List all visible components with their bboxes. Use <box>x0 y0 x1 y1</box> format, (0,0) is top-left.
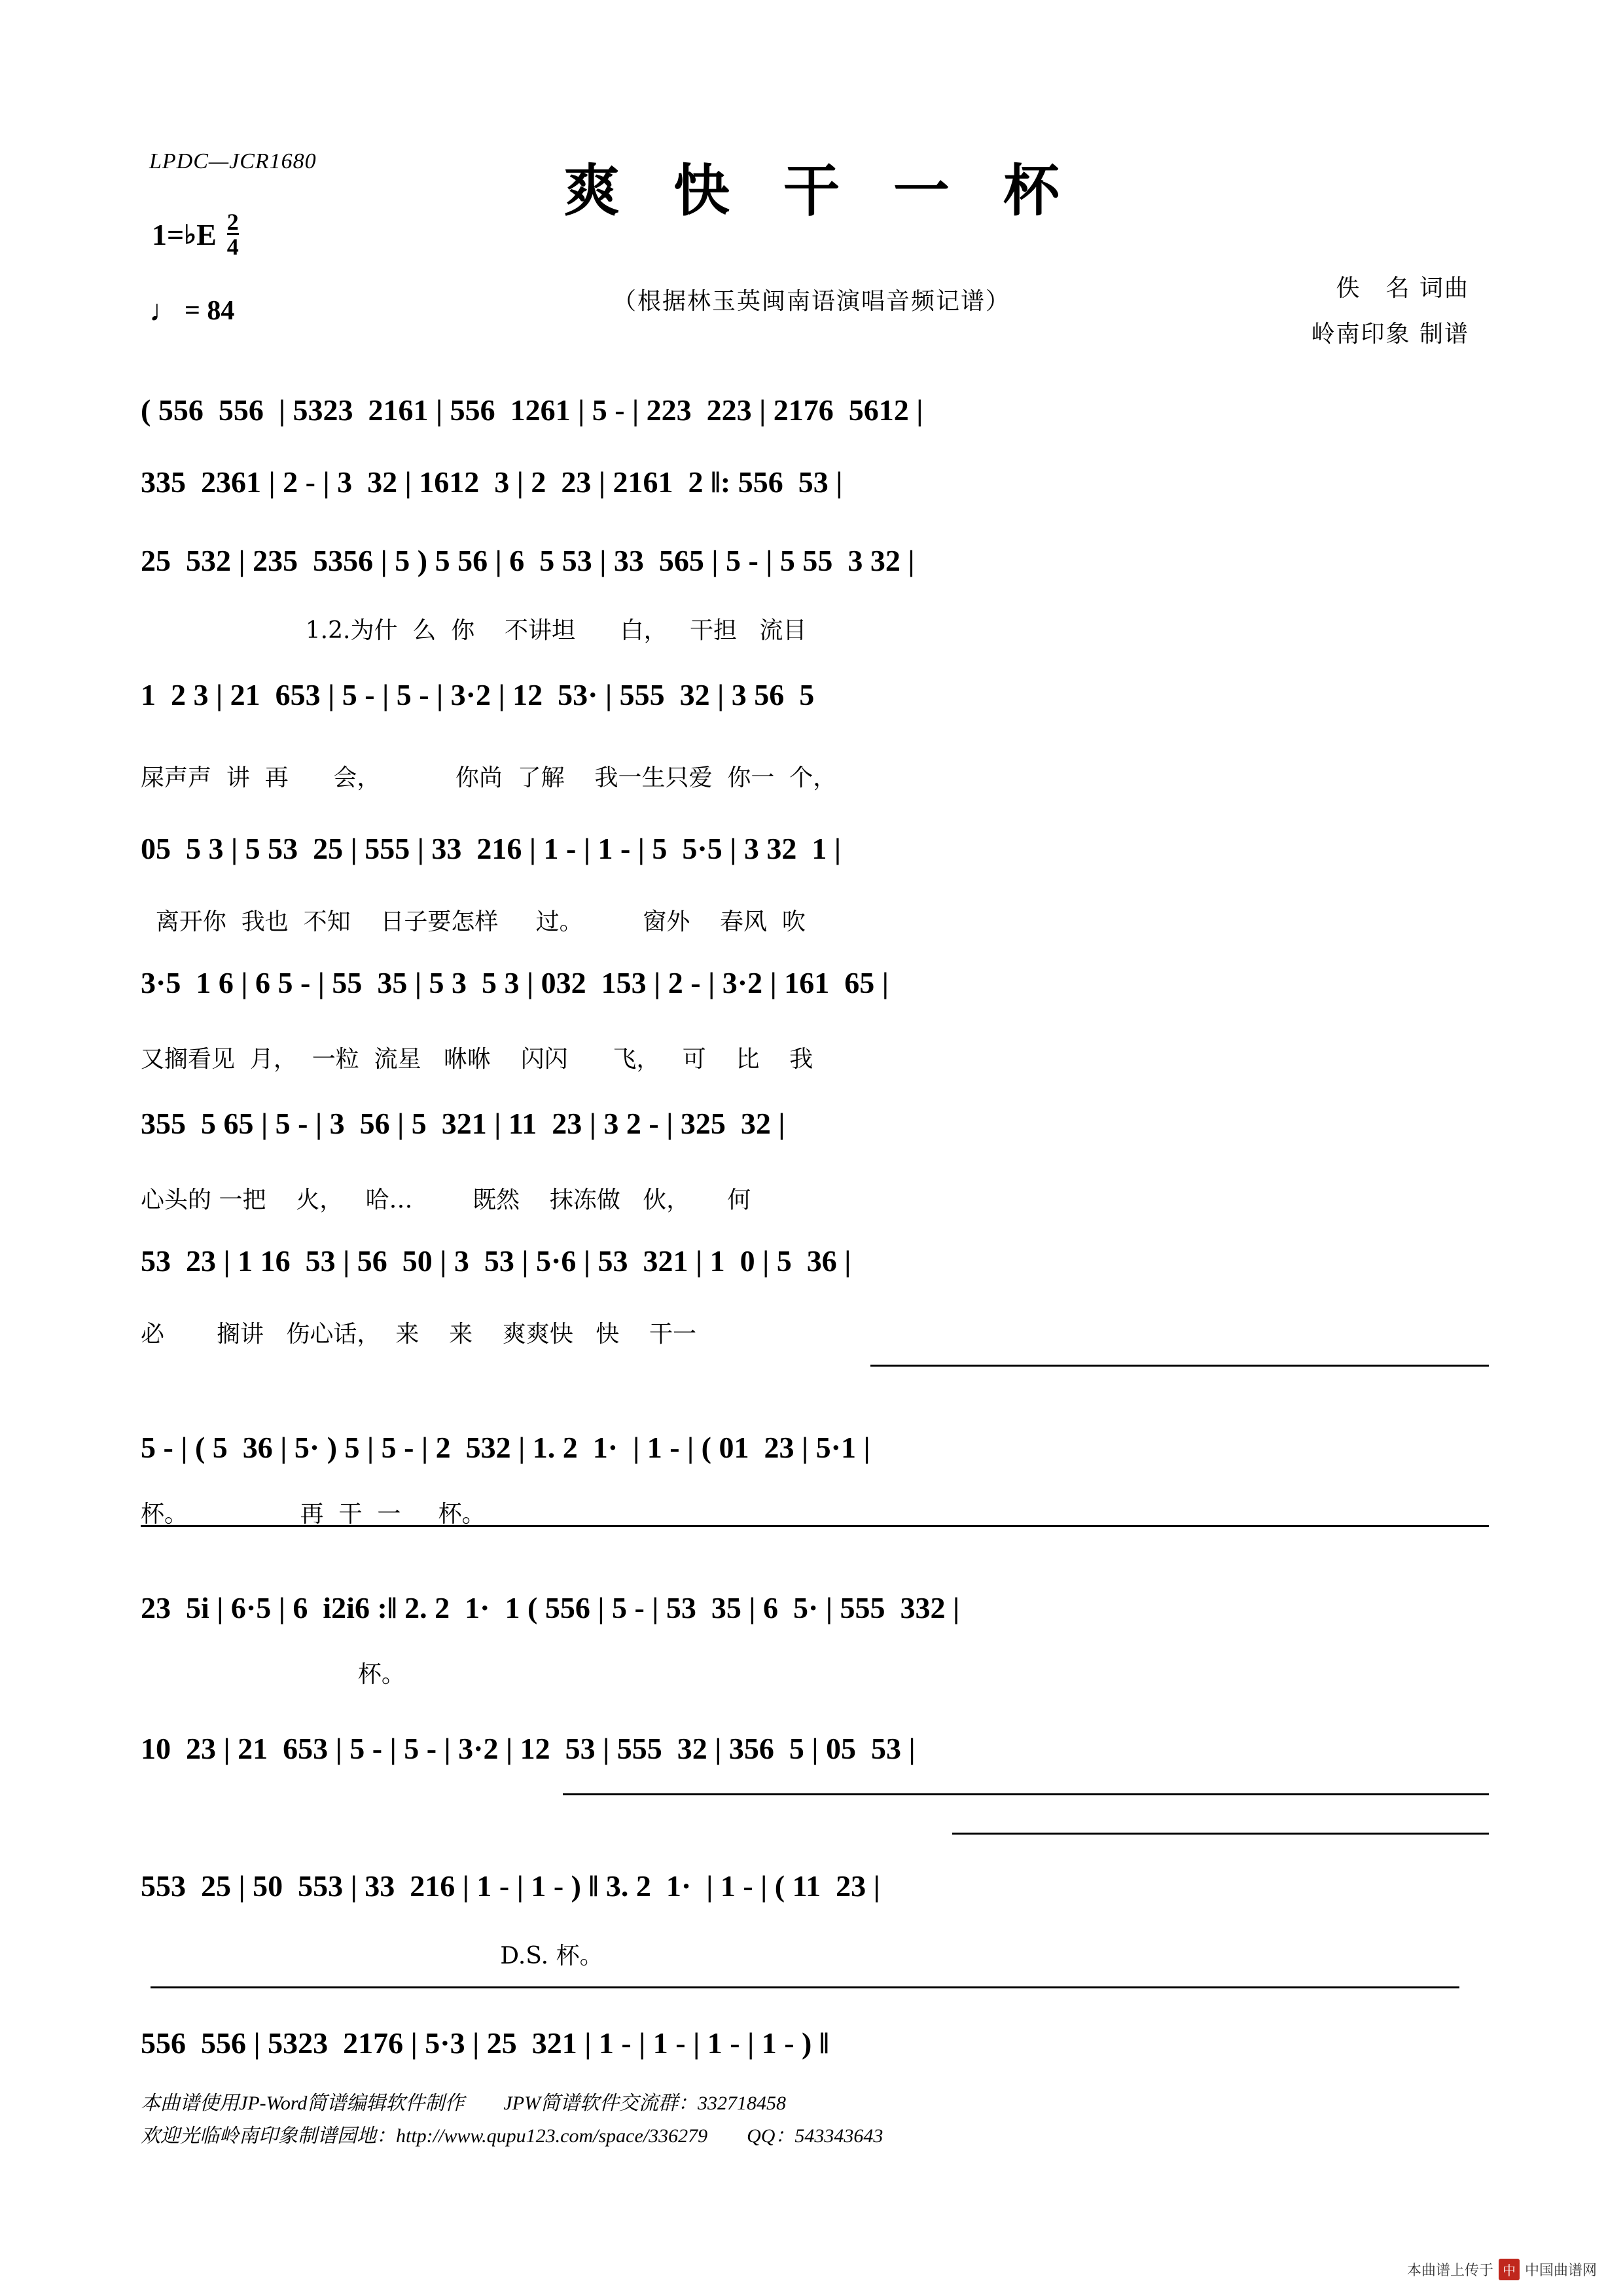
music-line: 556 556 | 5323 2176 | 5·3 | 25 321 | 1 - | 1 - | 1 - | 1 - ) ‖ <box>141 2026 829 2060</box>
catalog-number: LPDC—JCR1680 <box>149 149 317 173</box>
subtitle: （根据林玉英闽南语演唱音频记谱） <box>612 288 1010 315</box>
lyric-line: 1.2.为什 么 你 不讲坦 白， 干担 流目 <box>141 617 807 644</box>
second-ending-rule <box>563 1793 1489 1795</box>
music-line: 10 23 | 21 653 | 5 - | 5 - | 3·2 | 12 53 | 555 32 | 356 5 | 05 53 | <box>141 1732 916 1765</box>
key-letter: E <box>196 217 217 251</box>
music-line: 05 5 3 | 5 53 25 | 555 | 33 216 | 1 - | 1 - | 5 5·5 | 3 32 1 | <box>141 832 842 865</box>
watermark-site: 中国曲谱网 <box>1524 2263 1597 2279</box>
lyric-line: D.S. 杯。 <box>141 1943 603 1969</box>
music-line: 3·5 1 6 | 6 5 - | 55 35 | 5 3 5 3 | 032 153 | 2 - | 3·2 | 161 65 | <box>141 966 889 999</box>
credit-lyricist-composer: 佚 名 词曲 <box>1336 275 1469 302</box>
key-label: 1= <box>152 217 185 251</box>
footer-line-2: 欢迎光临岭南印象制谱园地：http://www.qupu123.com/space/336279 QQ：543343643 <box>141 2125 883 2147</box>
lyric-line: 心头的 一把 火， 哈… 既然 抹冻做 伙， 何 <box>141 1187 751 1213</box>
time-signature <box>227 211 239 258</box>
watermark <box>1407 2259 1597 2280</box>
music-line: ( 556 556 | 5323 2161 | 556 1261 | 5 - | 223 223 | 2176 5612 | <box>141 393 923 427</box>
tempo-value: = 84 <box>185 295 235 326</box>
credit-arranger: 岭南印象 制谱 <box>1311 321 1469 348</box>
lyric-line: 离开你 我也 不知 日子要怎样 过。 窗外 春风 吹 <box>141 908 806 935</box>
lyric-line: 屎声声 讲 再 会， 你尚 了解 我一生只爱 你一 个， <box>141 764 837 791</box>
footer-line-1: 本曲谱使用JP-Word简谱编辑软件制作 JPW简谱软件交流群：332718458 <box>141 2092 787 2114</box>
third-ending-rule <box>952 1833 1489 1835</box>
lyric-line: 必 搁讲 伤心话， 来 来 爽爽快 快 干一 <box>141 1321 696 1348</box>
music-line: 335 2361 | 2 - | 3 32 | 1612 3 | 2 23 | 2161 2 ‖: 556 53 | <box>141 465 843 499</box>
ending-divider-rule <box>141 1525 1489 1527</box>
lyric-line: 杯。 <box>141 1661 405 1688</box>
music-line: 1 2 3 | 21 653 | 5 - | 5 - | 3·2 | 12 53· | 555 32 | 3 56 5 <box>141 678 815 711</box>
music-line: 23 5i | 6·5 | 6 i2i6 :‖ 2. 2 1· 1 ( 556 | 5 - | 53 35 | 6 5· | 555 332 | <box>141 1591 960 1624</box>
lyric-line: 又搁看见 月， 一粒 流星 咻咻 闪闪 飞， 可 比 我 <box>141 1046 813 1073</box>
quarter-note-icon: ♩ <box>149 294 179 327</box>
page-title: 爽 快 干 一 杯 <box>563 158 1077 224</box>
tempo-marking <box>149 293 234 328</box>
watermark-badge-icon: 中 <box>1499 2259 1520 2280</box>
music-line: 553 25 | 50 553 | 33 216 | 1 - | 1 - ) ‖ 3. 2 1· | 1 - | ( 11 23 | <box>141 1869 880 1903</box>
music-line: 53 23 | 1 16 53 | 56 50 | 3 53 | 5·6 | 53 321 | 1 0 | 5 36 | <box>141 1244 851 1278</box>
flat-icon: ♭ <box>184 219 197 249</box>
meter-denominator: 4 <box>226 234 239 260</box>
meter-numerator: 2 <box>226 209 239 235</box>
music-line: 5 - | ( 5 36 | 5· ) 5 | 5 - | 2 532 | 1. 2 1· | 1 - | ( 01 23 | 5·1 | <box>141 1431 870 1464</box>
watermark-text: 本曲谱上传于 <box>1406 2263 1493 2279</box>
music-line: 25 532 | 235 5356 | 5 ) 5 56 | 6 5 53 | 33 565 | 5 - | 5 55 3 32 | <box>141 544 915 577</box>
first-ending-rule <box>870 1365 1489 1367</box>
coda-rule <box>151 1986 1459 1988</box>
music-line: 355 5 65 | 5 - | 3 56 | 5 321 | 11 23 | 3 2 - | 325 32 | <box>141 1107 785 1140</box>
key-signature <box>152 211 239 258</box>
lyric-line: 杯。 再 干 一 杯。 <box>141 1501 486 1528</box>
